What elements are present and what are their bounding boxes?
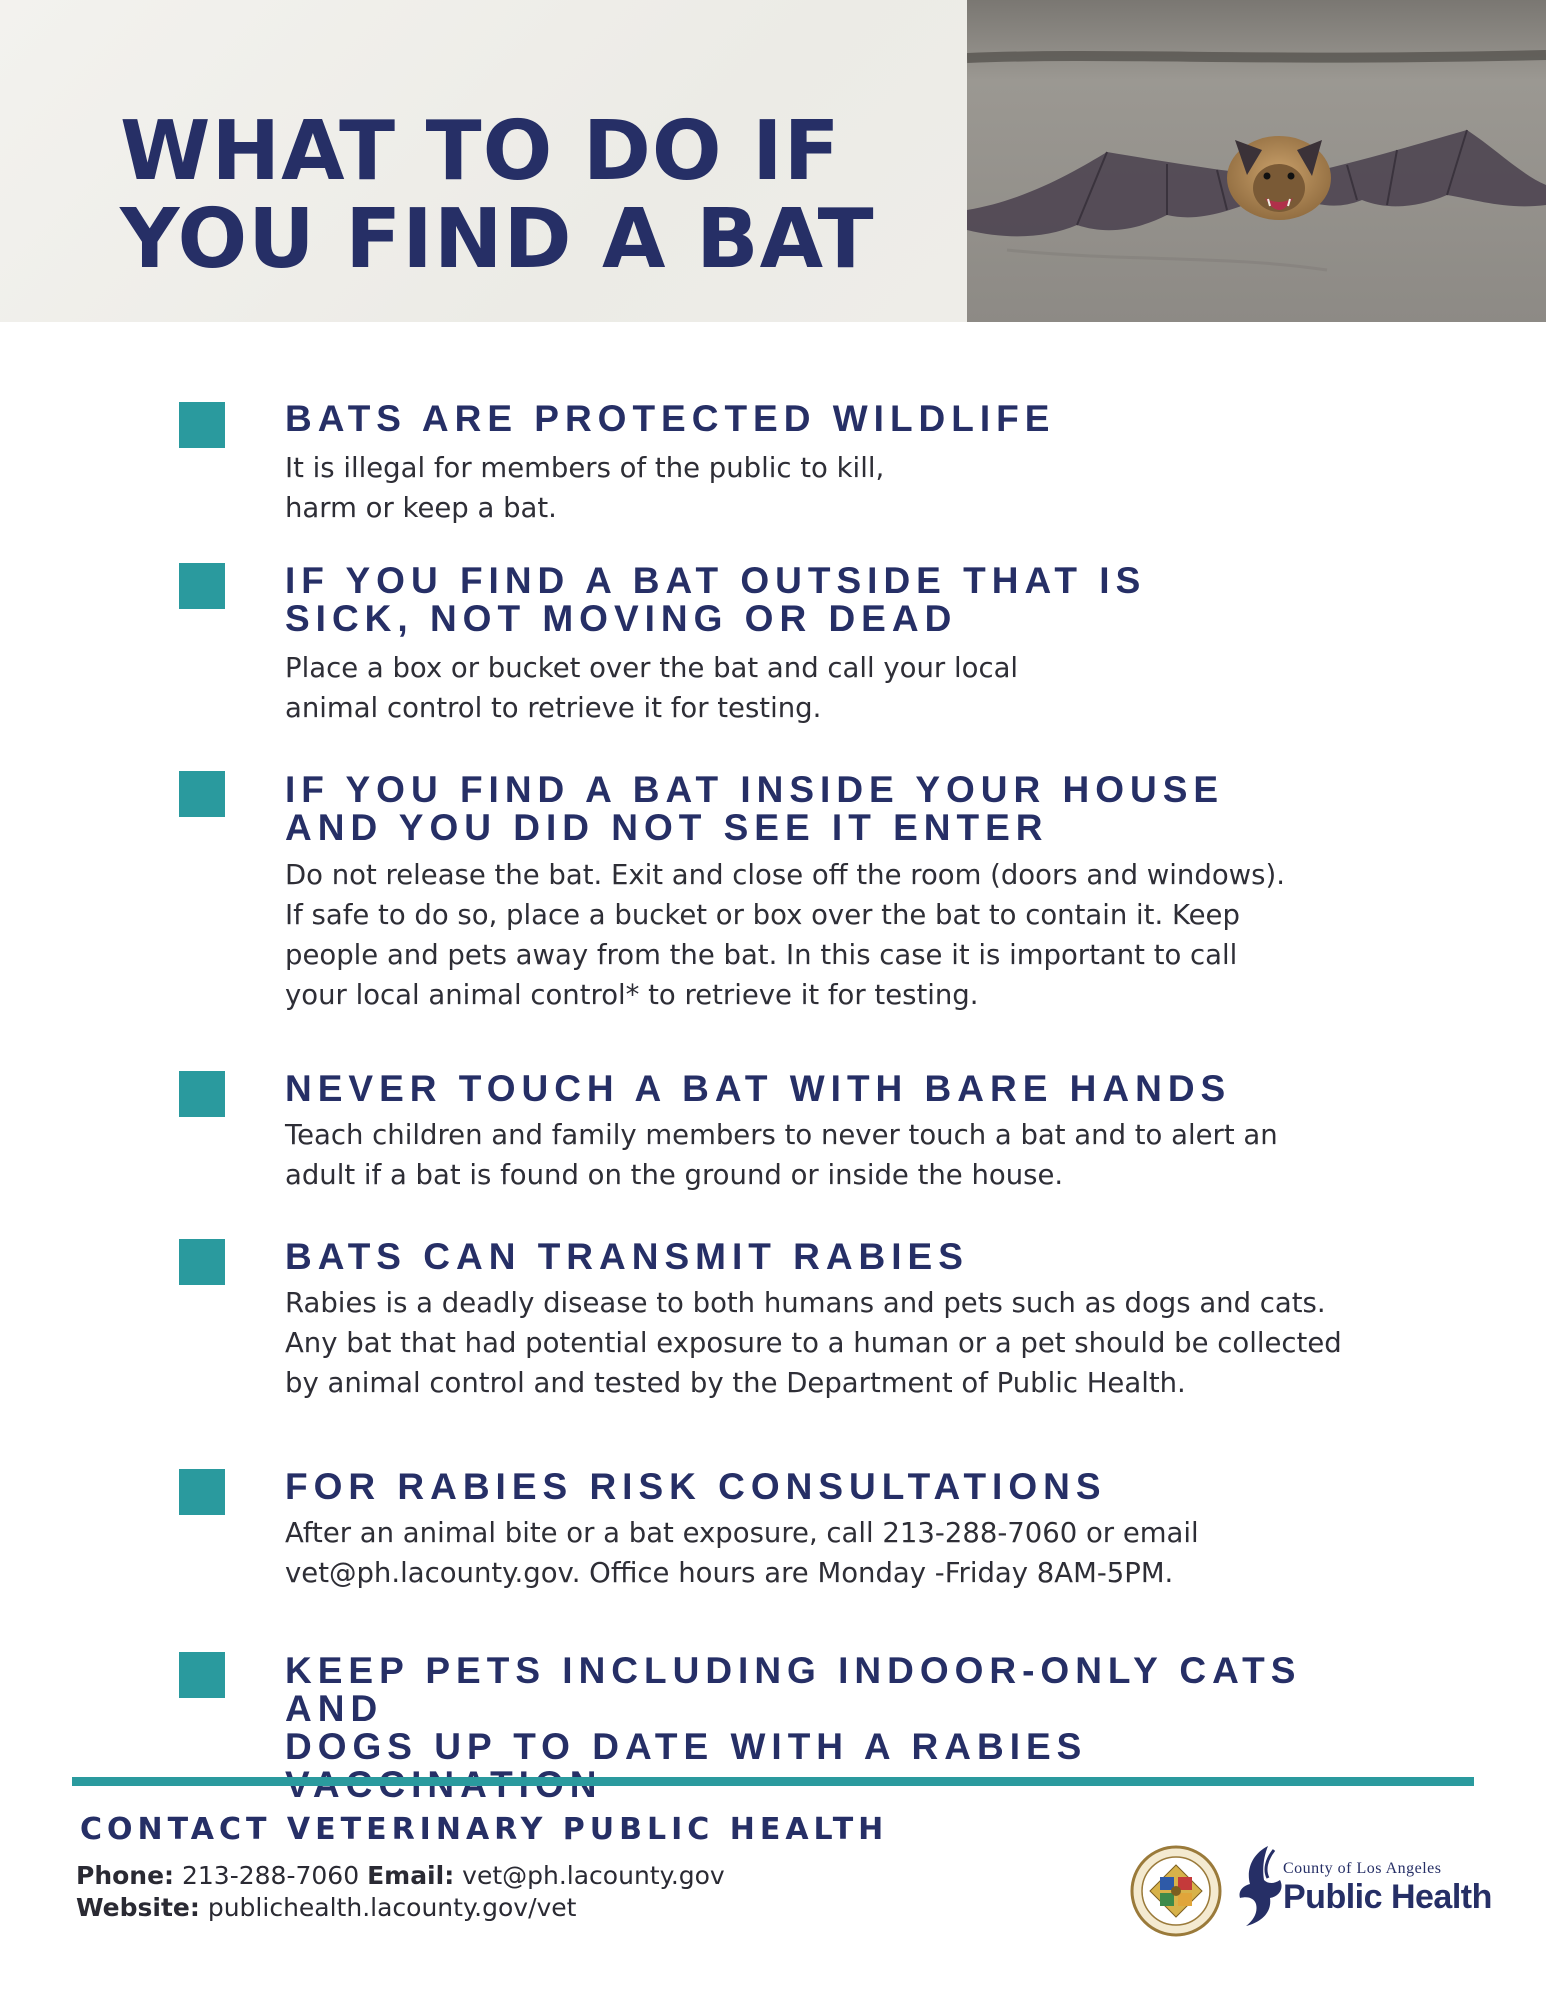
header-banner xyxy=(0,0,1546,322)
item-body xyxy=(285,1115,1385,1195)
website-link[interactable]: publichealth.lacounty.gov/vet xyxy=(207,1893,577,1922)
item-body xyxy=(285,1283,1385,1403)
item-body-line: animal control to retrieve it for testing. xyxy=(285,692,822,724)
teal-square-bullet xyxy=(179,771,225,817)
teal-square-bullet xyxy=(179,1071,225,1117)
teal-square-bullet xyxy=(179,1469,225,1515)
county-seal-logo xyxy=(1130,1845,1222,1937)
teal-square-bullet xyxy=(179,1652,225,1698)
item-body-line: Place a box or bucket over the bat and call your local xyxy=(285,652,1019,684)
item-heading xyxy=(285,1468,1385,1506)
page-title xyxy=(120,104,940,287)
item-body-line: After an animal bite or a bat exposure, call 213-288-7060 or email xyxy=(285,1517,1199,1549)
item-heading-line: IF YOU FIND A BAT OUTSIDE THAT IS xyxy=(285,560,1147,601)
item-body-line: people and pets away from the bat. In this case it is important to call xyxy=(285,939,1238,971)
page-title-line-1: WHAT TO DO IF xyxy=(120,104,841,199)
contact-website xyxy=(76,1892,976,1924)
item-heading xyxy=(285,1238,1385,1276)
teal-square-bullet xyxy=(179,563,225,609)
item-body-line: harm or keep a bat. xyxy=(285,492,557,524)
email-address[interactable]: vet@ph.lacounty.gov xyxy=(462,1861,725,1890)
bat-photo xyxy=(967,0,1546,322)
contact-title: CONTACT VETERINARY PUBLIC HEALTH xyxy=(80,1812,889,1847)
item-body-line: Do not release the bat. Exit and close off the room (doors and windows). xyxy=(285,859,1285,891)
item-body-line: adult if a bat is found on the ground or inside the house. xyxy=(285,1159,1064,1191)
item-heading-line: BATS ARE PROTECTED WILDLIFE xyxy=(285,398,1056,439)
public-health-logo xyxy=(1228,1840,1492,1930)
item-body-line: If safe to do so, place a bucket or box over the bat to contain it. Keep xyxy=(285,899,1240,931)
logo-public-health-text: Public Health xyxy=(1283,1878,1492,1916)
item-body xyxy=(285,855,1385,1015)
item-heading-line: DOGS UP TO DATE WITH A RABIES xyxy=(285,1726,1088,1767)
item-body xyxy=(285,1513,1385,1593)
footer-divider xyxy=(72,1777,1474,1786)
page-title-line-2: YOU FIND A BAT xyxy=(120,192,875,287)
public-health-mark-icon xyxy=(1228,1840,1290,1930)
item-body xyxy=(285,648,1385,728)
item-body-line: It is illegal for members of the public to kill, xyxy=(285,452,885,484)
item-heading-line: FOR RABIES RISK CONSULTATIONS xyxy=(285,1466,1107,1507)
item-heading xyxy=(285,1070,1385,1108)
item-heading-line: AND YOU DID NOT SEE IT ENTER xyxy=(285,807,1049,848)
email-label: Email: xyxy=(367,1861,455,1890)
item-heading xyxy=(285,400,1385,438)
item-heading-line: BATS CAN TRANSMIT RABIES xyxy=(285,1236,969,1277)
item-body-line: your local animal control* to retrieve it for testing. xyxy=(285,979,979,1011)
item-body xyxy=(285,448,1385,528)
item-heading-line: KEEP PETS INCLUDING INDOOR-ONLY CATS AND xyxy=(285,1650,1302,1729)
item-body-line: Rabies is a deadly disease to both humans and pets such as dogs and cats. xyxy=(285,1287,1326,1319)
item-body-line: by animal control and tested by the Department of Public Health. xyxy=(285,1367,1186,1399)
item-heading xyxy=(285,562,1385,638)
teal-square-bullet xyxy=(179,1239,225,1285)
logo-county-text: County of Los Angeles xyxy=(1283,1860,1442,1877)
item-heading-line: NEVER TOUCH A BAT WITH BARE HANDS xyxy=(285,1068,1232,1109)
item-heading-line: SICK, NOT MOVING OR DEAD xyxy=(285,598,958,639)
item-heading xyxy=(285,771,1385,847)
item-body-line: vet@ph.lacounty.gov. Office hours are Monday -Friday 8AM-5PM. xyxy=(285,1557,1174,1589)
phone-label: Phone: xyxy=(76,1861,175,1890)
website-label: Website: xyxy=(76,1893,200,1922)
item-body-line: Teach children and family members to never touch a bat and to alert an xyxy=(285,1119,1278,1151)
contact-phone-email xyxy=(76,1860,976,1892)
item-heading-line: IF YOU FIND A BAT INSIDE YOUR HOUSE xyxy=(285,769,1225,810)
phone-number[interactable]: 213-288-7060 xyxy=(182,1861,360,1890)
item-body-line: Any bat that had potential exposure to a human or a pet should be collected xyxy=(285,1327,1342,1359)
teal-square-bullet xyxy=(179,402,225,448)
